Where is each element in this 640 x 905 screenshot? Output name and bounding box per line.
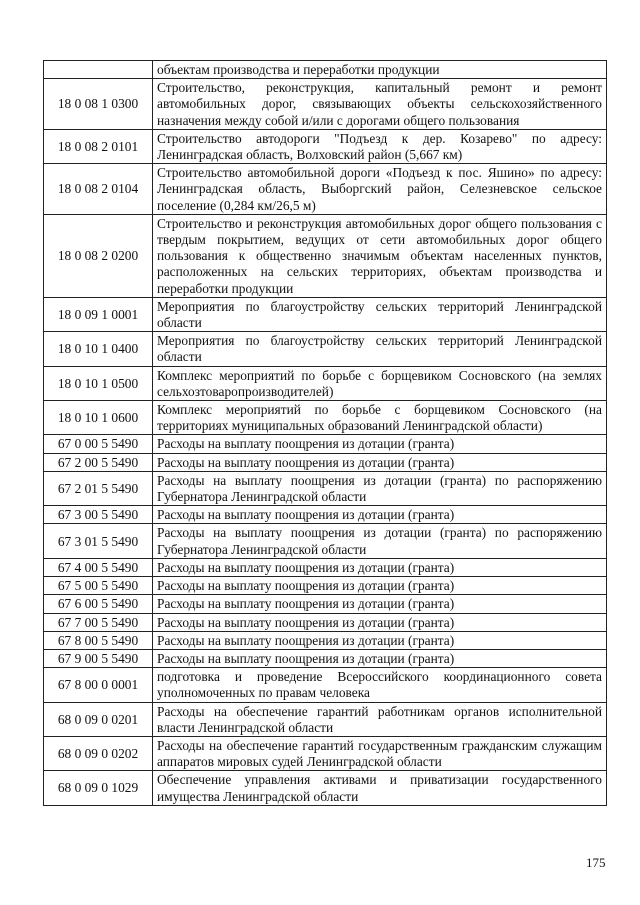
budget-code-cell: 18 0 09 1 0001 [44,297,153,331]
table-row [44,129,607,163]
budget-code-cell: 18 0 10 1 0600 [44,401,153,435]
budget-code-cell: 67 3 00 5 5490 [44,506,153,524]
description-cell: Строительство и реконструкция автомобильных дорог общего пользования с твердым покрытием, ведущих от сети автомобильных дорог общего пользования к общественно значимым объектам населенных пунктов, расположенных на сельских территориях, объектам производства и переработки продукции [153,214,607,297]
document-page [43,60,607,806]
description-cell: Расходы на выплату поощрения из дотации (гранта) [153,435,607,453]
budget-code-cell: 18 0 10 1 0500 [44,366,153,400]
description-cell: Мероприятия по благоустройству сельских территорий Ленинградской области [153,332,607,366]
description-cell: подготовка и проведение Всероссийского координационного совета уполномоченных по правам человека [153,668,607,702]
description-cell: Расходы на выплату поощрения из дотации (гранта) [153,649,607,667]
budget-code-cell: 68 0 09 0 1029 [44,771,153,805]
budget-code-cell: 67 7 00 5 5490 [44,613,153,631]
budget-code-cell: 18 0 10 1 0400 [44,332,153,366]
page-number: 175 [586,855,606,870]
budget-code-cell: 67 8 00 0 0001 [44,668,153,702]
budget-code-cell: 18 0 08 2 0101 [44,129,153,163]
table-row [44,613,607,631]
budget-code-cell: 18 0 08 2 0200 [44,214,153,297]
description-cell: Расходы на выплату поощрения из дотации (гранта) [153,595,607,613]
budget-code-cell: 18 0 08 1 0300 [44,79,153,130]
table-row [44,702,607,736]
table-row [44,668,607,702]
description-cell: Расходы на выплату поощрения из дотации (гранта) [153,613,607,631]
budget-code-cell: 67 6 00 5 5490 [44,595,153,613]
table-row [44,435,607,453]
table-row [44,558,607,576]
budget-code-cell: 67 3 01 5 5490 [44,524,153,558]
description-cell: Строительство, реконструкция, капитальный ремонт и ремонт автомобильных дорог, связывающих объекты сельскохозяйственного назначения между собой и/или с дорогами общего пользования [153,79,607,130]
description-cell: Расходы на выплату поощрения из дотации (гранта) [153,577,607,595]
budget-code-cell: 68 0 09 0 0201 [44,702,153,736]
description-cell: Расходы на выплату поощрения из дотации (гранта) [153,631,607,649]
table-row [44,631,607,649]
table-row [44,401,607,435]
budget-classification-table [43,60,607,806]
table-row [44,79,607,130]
description-cell: объектам производства и переработки продукции [153,61,607,79]
description-cell: Расходы на выплату поощрения из дотации (гранта) по распоряжению Губернатора Ленинградской области [153,524,607,558]
table-row [44,736,607,770]
budget-code-cell: 67 0 00 5 5490 [44,435,153,453]
budget-code-cell: 67 5 00 5 5490 [44,577,153,595]
table-row [44,453,607,471]
table-row [44,366,607,400]
description-cell: Комплекс мероприятий по борьбе с борщевиком Сосновского (на землях сельхозтоваропроизводителей) [153,366,607,400]
budget-code-cell: 67 9 00 5 5490 [44,649,153,667]
description-cell: Обеспечение управления активами и приватизации государственного имущества Ленинградской области [153,771,607,805]
table-row [44,164,607,215]
description-cell: Расходы на выплату поощрения из дотации (гранта) [153,453,607,471]
budget-code-cell: 67 2 01 5 5490 [44,471,153,505]
budget-code-cell [44,61,153,79]
description-cell: Расходы на выплату поощрения из дотации (гранта) [153,558,607,576]
budget-code-cell: 18 0 08 2 0104 [44,164,153,215]
table-row [44,214,607,297]
budget-code-cell: 67 2 00 5 5490 [44,453,153,471]
budget-code-cell: 67 4 00 5 5490 [44,558,153,576]
table-row [44,471,607,505]
table-row [44,506,607,524]
budget-code-cell: 67 8 00 5 5490 [44,631,153,649]
table-row [44,577,607,595]
table-row [44,649,607,667]
table-row [44,332,607,366]
description-cell: Расходы на выплату поощрения из дотации (гранта) по распоряжению Губернатора Ленинградской области [153,471,607,505]
description-cell: Расходы на обеспечение гарантий государственным гражданским служащим аппаратов мировых судей Ленинградской области [153,736,607,770]
description-cell: Расходы на обеспечение гарантий работникам органов исполнительной власти Ленинградской области [153,702,607,736]
budget-code-cell: 68 0 09 0 0202 [44,736,153,770]
description-cell: Комплекс мероприятий по борьбе с борщевиком Сосновского (на территориях муниципальных образований Ленинградской области) [153,401,607,435]
description-cell: Строительство автомобильной дороги «Подъезд к пос. Яшино» по адресу: Ленинградская область, Выборгский район, Селезневское сельское поселение (0,284 км/26,5 м) [153,164,607,215]
description-cell: Расходы на выплату поощрения из дотации (гранта) [153,506,607,524]
table-row [44,297,607,331]
description-cell: Мероприятия по благоустройству сельских территорий Ленинградской области [153,297,607,331]
table-body [44,61,607,806]
table-row [44,524,607,558]
description-cell: Строительство автодороги "Подъезд к дер. Козарево" по адресу: Ленинградская область, Волховский район (5,667 км) [153,129,607,163]
table-row [44,595,607,613]
table-row [44,771,607,805]
table-row [44,61,607,79]
